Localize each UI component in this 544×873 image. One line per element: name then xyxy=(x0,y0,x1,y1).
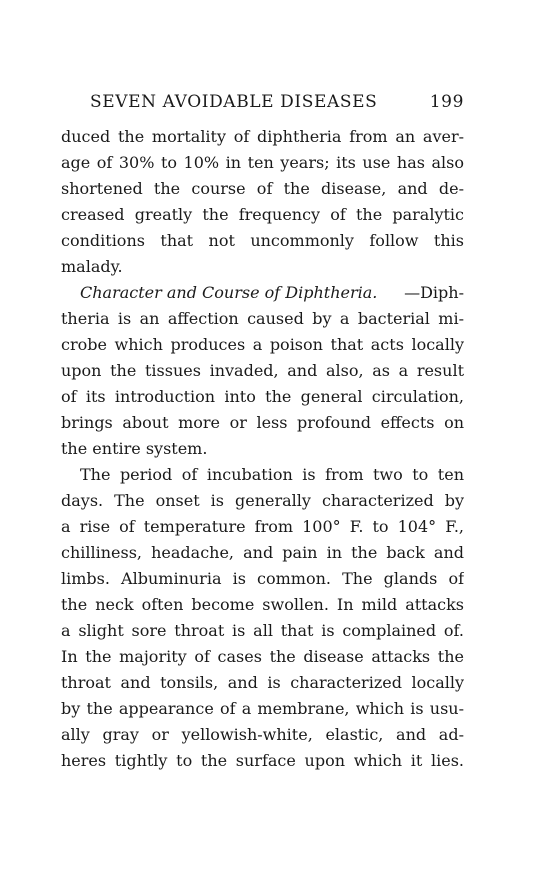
text-line: chilliness, headache, and pain in the back and xyxy=(61,543,464,562)
text-line xyxy=(61,280,464,306)
text-line: malady. xyxy=(61,257,123,276)
text-line: creased greatly the frequency of the paralytic xyxy=(61,205,464,224)
paragraph-character-and-course xyxy=(61,280,464,462)
page-number: 199 xyxy=(429,92,464,112)
text-line: The period of incubation is from two to ten xyxy=(80,465,464,484)
text-line: throat and tonsils, and is characterized locally xyxy=(61,673,464,692)
running-title: SEVEN AVOIDABLE DISEASES xyxy=(90,92,378,112)
paragraph-continuation xyxy=(61,124,464,280)
text-line: upon the tissues invaded, and also, as a result xyxy=(61,361,464,380)
section-heading: Character and Course of Diphtheria. xyxy=(80,283,378,302)
text-line: duced the mortality of diphtheria from an aver- xyxy=(61,127,464,146)
text-line: days. The onset is generally characterized by xyxy=(61,491,464,510)
text-line: heres tightly to the surface upon which it lies. xyxy=(61,751,464,770)
text-line: crobe which produces a poison that acts locally xyxy=(61,335,464,354)
text-line: brings about more or less profound effects on xyxy=(61,413,464,432)
text-line: ally gray or yellowish-white, elastic, and ad- xyxy=(61,725,464,744)
text-line: theria is an affection caused by a bacterial mi- xyxy=(61,309,464,328)
paragraph-incubation xyxy=(61,462,464,774)
text-line: In the majority of cases the disease attacks the xyxy=(61,647,464,666)
text-fragment: —Diph- xyxy=(404,283,464,302)
running-head xyxy=(61,92,464,122)
text-line: by the appearance of a membrane, which is usu- xyxy=(61,699,464,718)
text-line: a slight sore throat is all that is complained of. xyxy=(61,621,464,640)
text-line: the neck often become swollen. In mild attacks xyxy=(61,595,464,614)
text-line: age of 30% to 10% in ten years; its use has also xyxy=(61,153,464,172)
text-line: conditions that not uncommonly follow this xyxy=(61,231,464,250)
text-line: a rise of temperature from 100° F. to 104° F., xyxy=(61,517,464,536)
book-page xyxy=(61,92,464,774)
text-line: shortened the course of the disease, and de- xyxy=(61,179,464,198)
text-line: limbs. Albuminuria is common. The glands of xyxy=(61,569,464,588)
text-line: the entire system. xyxy=(61,439,208,458)
text-line: of its introduction into the general circulation, xyxy=(61,387,464,406)
